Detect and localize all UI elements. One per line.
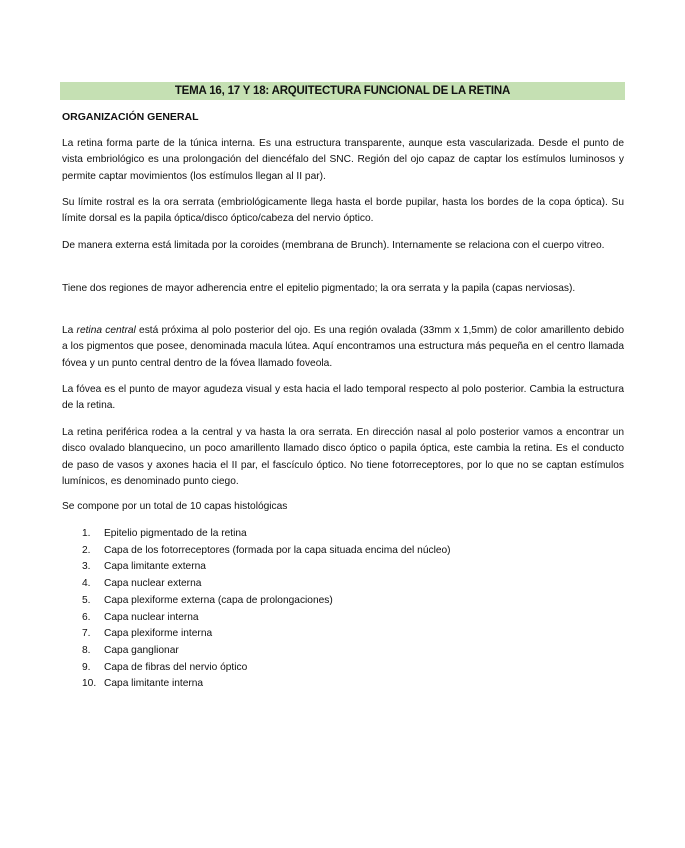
- list-item-label: Capa plexiforme externa (capa de prolongaciones): [104, 594, 333, 606]
- section-heading: ORGANIZACIÓN GENERAL: [62, 111, 199, 123]
- list-item: [82, 660, 451, 677]
- list-item-number: 5.: [82, 594, 91, 606]
- document-title: TEMA 16, 17 Y 18: ARQUITECTURA FUNCIONAL DE LA RETINA: [60, 82, 625, 100]
- list-item-number: 6.: [82, 611, 91, 623]
- list-item: [82, 543, 451, 560]
- paragraph-adherence: Tiene dos regiones de mayor adherencia entre el epitelio pigmentado; la ora serrata y la papila (capas nerviosas).: [62, 283, 576, 294]
- list-item: [82, 593, 451, 610]
- list-item-label: Epitelio pigmentado de la retina: [104, 528, 247, 539]
- list-item-label: Capa nuclear externa: [104, 578, 202, 590]
- paragraph-intro: La retina forma parte de la túnica interna. Es una estructura transparente, aunque esta vascularizada. Desde el punto de vista embriológico es una prolongación del diencéfalo del SNC. Región del ojo capaz de captar los estímulos luminosos y permite captar movimientos (los estímulos llegan al II par).: [62, 138, 624, 182]
- list-item: [82, 676, 451, 693]
- list-item-number: 3.: [82, 561, 91, 573]
- list-item-label: Capa nuclear interna: [104, 611, 199, 623]
- list-item-number: 7.: [82, 628, 91, 640]
- central-pre: La: [62, 325, 77, 336]
- list-item: [82, 610, 451, 627]
- list-item-label: Capa limitante interna: [104, 678, 204, 690]
- list-item-number: 9.: [82, 661, 91, 673]
- list-item-number: 4.: [82, 578, 91, 590]
- list-item: [82, 559, 451, 576]
- list-item-label: Capa limitante externa: [104, 561, 206, 573]
- layer-list: [82, 526, 451, 693]
- list-intro: Se compone por un total de 10 capas histológicas: [62, 501, 288, 512]
- list-item: [82, 526, 451, 543]
- paragraph-external: De manera externa está limitada por la coroides (membrana de Brunch). Internamente se relaciona con el cuerpo vitreo.: [62, 240, 605, 251]
- list-item-label: Capa plexiforme interna: [104, 628, 213, 640]
- list-item-number: 8.: [82, 644, 91, 656]
- central-italic-term: retina central: [76, 325, 136, 336]
- list-item-label: Capa de los fotorreceptores (formada por la capa situada encima del núcleo): [104, 544, 451, 556]
- list-item: [82, 626, 451, 643]
- list-item: [82, 643, 451, 660]
- list-item-label: Capa de fibras del nervio óptico: [104, 661, 248, 673]
- list-item-number: 2.: [82, 544, 91, 556]
- central-post: está próxima al polo posterior del ojo. Es una región ovalada (33mm x 1,5mm) de color amarillento debido a los pigmentos que posee, denominada macula lútea. Aquí encontramos una estructura más pequeña en el centro llamada fóvea y un punto central dentro de la fóvea llamado foveola.: [62, 325, 624, 369]
- paragraph-central-retina: [62, 323, 624, 372]
- paragraph-limits: Su límite rostral es la ora serrata (embriológicamente llega hasta el borde pupilar, hasta los bordes de la copa óptica). Su límite dorsal es la papila óptica/disco óptico/cabeza del nervio óptico.: [62, 197, 624, 225]
- list-item: [82, 576, 451, 593]
- list-item-label: Capa ganglionar: [104, 644, 179, 656]
- paragraph-fovea: La fóvea es el punto de mayor agudeza visual y esta hacia el lado temporal respecto al polo posterior. Cambia la estructura de la retina.: [62, 384, 624, 412]
- paragraph-peripheral: La retina periférica rodea a la central y va hasta la ora serrata. En dirección nasal al polo posterior vamos a encontrar un disco ovalado blanquecino, un poco amarillento llamado disco óptico o papila óptica, este cambia la retina. Es el conducto de paso de vasos y axones hacia el II par, el fascículo óptico. No tiene fotorreceptores, por lo que no se captan estímulos lumínicos, es denominado punto ciego.: [62, 427, 624, 488]
- list-item-number: 1.: [82, 528, 91, 539]
- list-item-number: 10.: [82, 678, 97, 690]
